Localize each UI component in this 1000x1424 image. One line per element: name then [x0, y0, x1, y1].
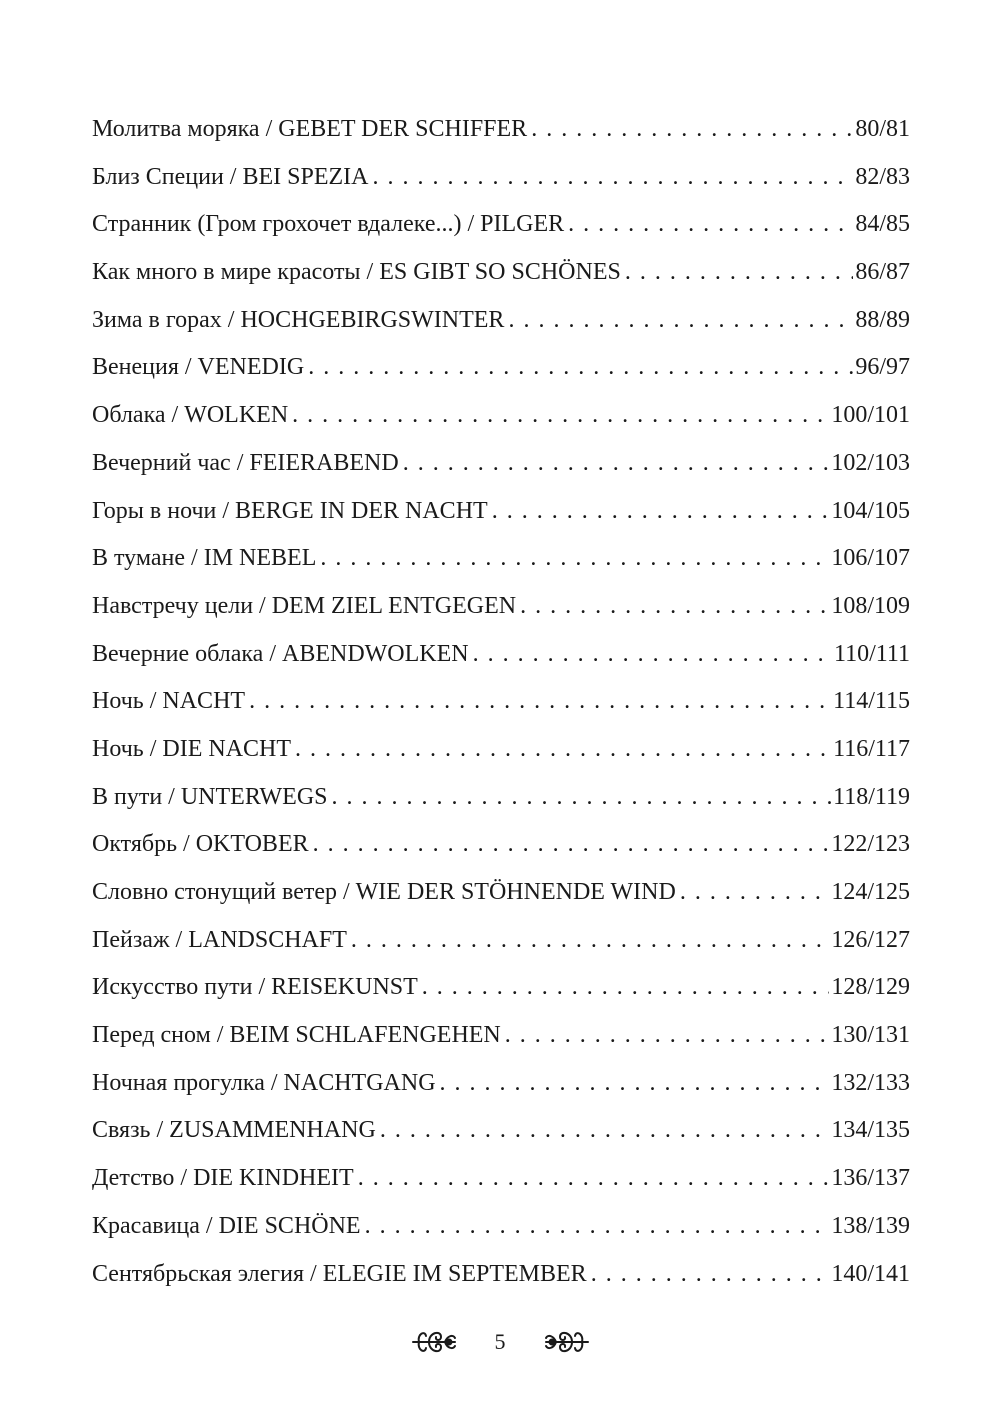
- toc-entry[interactable]: [92, 917, 910, 965]
- toc-entry-title: Близ Специи / BEI SPEZIA: [92, 163, 369, 190]
- toc-entry-title: Красавица / DIE SCHÖNE: [92, 1212, 361, 1239]
- toc-entry-title: Ночь / DIE NACHT: [92, 735, 292, 762]
- dot-leader: [365, 1203, 830, 1251]
- toc-entry[interactable]: [92, 1251, 910, 1299]
- toc-entry[interactable]: [92, 1107, 910, 1155]
- page-footer: [0, 1316, 1000, 1368]
- toc-entry-pages: 102/103: [831, 449, 910, 476]
- dot-leader: [520, 583, 829, 631]
- toc-entry-title: Облака / WOLKEN: [92, 402, 289, 429]
- toc-entry-pages: 88/89: [855, 306, 910, 333]
- toc-entry[interactable]: [92, 392, 910, 440]
- toc-entry-pages: 124/125: [831, 879, 910, 905]
- toc-entry[interactable]: [92, 678, 910, 726]
- dot-leader: [680, 869, 830, 917]
- toc-entry[interactable]: [92, 344, 910, 392]
- dot-leader: [351, 917, 829, 965]
- toc-entry[interactable]: [92, 1203, 910, 1251]
- toc-entry[interactable]: [92, 488, 910, 536]
- toc-entry-pages: 132/133: [831, 1069, 910, 1096]
- toc-entry-title: Зима в горах / HOCHGEBIRGSWINTER: [92, 306, 505, 333]
- toc-entry[interactable]: [92, 869, 910, 917]
- toc-entry[interactable]: [92, 297, 910, 345]
- toc-entry-title: Детство / DIE KINDHEIT: [92, 1165, 354, 1192]
- toc-entry-title: Искусство пути / REISEKUNST: [92, 974, 418, 1001]
- toc-entry-title: Молитва моряка / GEBET DER SCHIFFER: [92, 116, 528, 142]
- toc-entry-pages: 134/135: [831, 1117, 910, 1144]
- toc-entry-pages: 118/119: [833, 783, 910, 810]
- dot-leader: [358, 1155, 830, 1203]
- toc-entry-pages: 86/87: [855, 259, 910, 286]
- dot-leader: [332, 774, 832, 822]
- toc-entry-pages: 128/129: [831, 974, 910, 1001]
- toc-entry-title: Навстречу цели / DEM ZIEL ENTGEGEN: [92, 592, 517, 619]
- toc-entry-pages: 130/131: [831, 1022, 910, 1049]
- dot-leader: [531, 106, 853, 154]
- table-of-contents: [92, 106, 910, 1298]
- toc-entry-pages: 136/137: [831, 1165, 910, 1192]
- toc-entry-title: Горы в ночи / BERGE IN DER NACHT: [92, 497, 488, 524]
- dot-leader: [473, 631, 832, 679]
- toc-entry-title: Пейзаж / LANDSCHAFT: [92, 926, 347, 953]
- toc-entry[interactable]: [92, 583, 910, 631]
- toc-entry[interactable]: [92, 964, 910, 1012]
- dot-leader: [403, 440, 830, 488]
- flourish-ornament-icon: [542, 1320, 592, 1364]
- toc-entry-title: Сентябрьская элегия / ELEGIE IM SEPTEMBER: [92, 1260, 587, 1287]
- toc-entry-pages: 104/105: [831, 497, 910, 524]
- toc-entry-title: Как много в мире красоты / ES GIBT SO SCHÖNES: [92, 259, 621, 286]
- toc-entry-pages: 126/127: [831, 926, 910, 953]
- toc-entry[interactable]: [92, 1155, 910, 1203]
- toc-entry-pages: 96/97: [855, 354, 910, 381]
- dot-leader: [440, 1060, 830, 1108]
- dot-leader: [492, 488, 830, 536]
- page-number: 5: [494, 1329, 506, 1354]
- toc-entry[interactable]: [92, 726, 910, 774]
- toc-entry[interactable]: [92, 249, 910, 297]
- toc-entry-pages: 110/111: [834, 640, 910, 667]
- toc-entry[interactable]: [92, 774, 910, 822]
- toc-entry-pages: 140/141: [831, 1260, 910, 1287]
- toc-entry-title: Октябрь / OKTOBER: [92, 831, 309, 858]
- toc-entry-pages: 114/115: [833, 688, 910, 715]
- toc-entry-pages: 108/109: [831, 592, 910, 619]
- toc-entry-title: Словно стонущий ветер / WIE DER STÖHNENDE WIND: [92, 879, 676, 905]
- dot-leader: [422, 964, 830, 1012]
- toc-entry-title: Странник (Гром грохочет вдалеке...) / PILGER: [92, 211, 565, 238]
- toc-entry[interactable]: [92, 106, 910, 154]
- dot-leader: [320, 535, 829, 583]
- toc-entry[interactable]: [92, 631, 910, 679]
- toc-entry-pages: 138/139: [831, 1212, 910, 1239]
- toc-entry-title: В пути / UNTERWEGS: [92, 783, 328, 810]
- flourish-ornament-icon: [409, 1320, 459, 1364]
- dot-leader: [380, 1107, 830, 1155]
- dot-leader: [625, 249, 853, 297]
- toc-entry-pages: 106/107: [831, 545, 910, 572]
- toc-entry[interactable]: [92, 1012, 910, 1060]
- dot-leader: [568, 201, 853, 249]
- toc-entry-title: Венеция / VENEDIG: [92, 354, 305, 381]
- toc-entry[interactable]: [92, 821, 910, 869]
- dot-leader: [313, 821, 830, 869]
- toc-entry-pages: 100/101: [831, 402, 910, 429]
- toc-entry-title: Связь / ZUSAMMENHANG: [92, 1117, 376, 1144]
- toc-entry-title: Ночь / NACHT: [92, 688, 246, 715]
- toc-entry-title: Ночная прогулка / NACHTGANG: [92, 1069, 436, 1096]
- toc-entry[interactable]: [92, 201, 910, 249]
- toc-entry-pages: 80/81: [855, 116, 910, 142]
- toc-entry-title: Вечерние облака / ABENDWOLKEN: [92, 640, 469, 667]
- toc-entry-pages: 122/123: [831, 831, 910, 858]
- toc-entry-pages: 84/85: [855, 211, 910, 238]
- dot-leader: [591, 1251, 830, 1299]
- dot-leader: [292, 392, 829, 440]
- dot-leader: [505, 1012, 830, 1060]
- toc-entry-title: Перед сном / BEIM SCHLAFENGEHEN: [92, 1022, 501, 1049]
- toc-entry[interactable]: [92, 440, 910, 488]
- toc-entry-title: В тумане / IM NEBEL: [92, 545, 317, 572]
- dot-leader: [508, 297, 853, 345]
- toc-entry[interactable]: [92, 535, 910, 583]
- toc-entry-pages: 116/117: [833, 735, 910, 762]
- dot-leader: [372, 154, 853, 202]
- toc-entry[interactable]: [92, 1060, 910, 1108]
- dot-leader: [308, 344, 853, 392]
- toc-entry[interactable]: [92, 154, 910, 202]
- toc-entry-pages: 82/83: [855, 163, 910, 190]
- toc-entry-title: Вечерний час / FEIERABEND: [92, 449, 399, 476]
- dot-leader: [295, 726, 831, 774]
- dot-leader: [249, 678, 831, 726]
